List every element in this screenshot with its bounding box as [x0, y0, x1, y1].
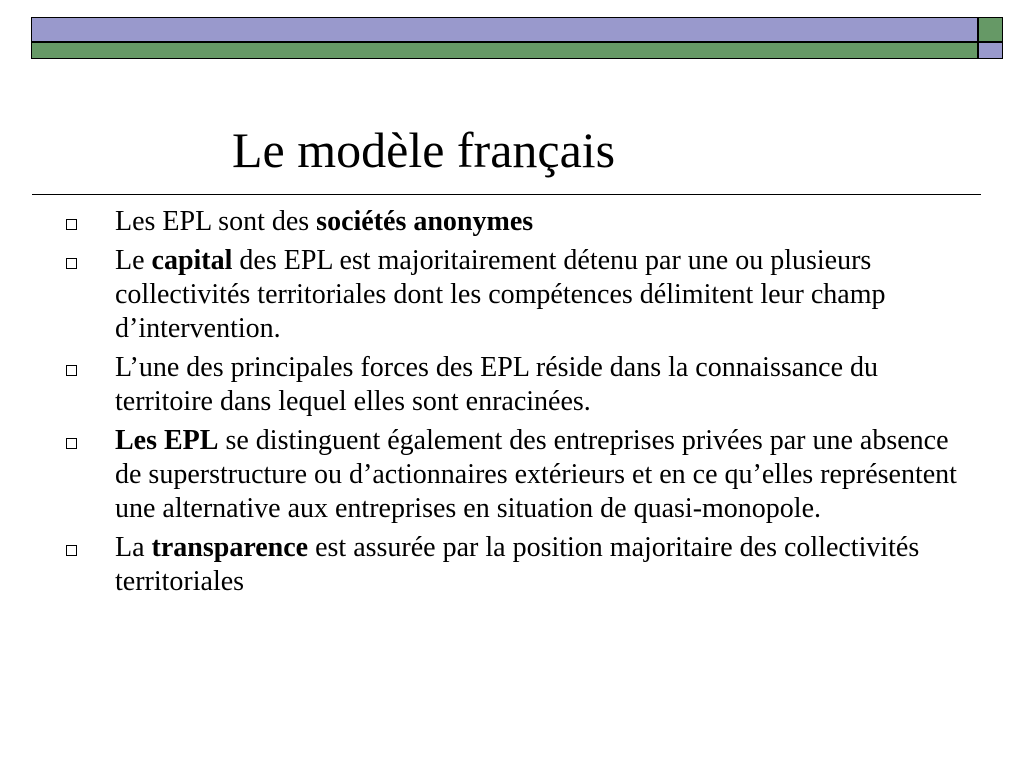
header-corner-green — [978, 17, 1003, 42]
bullet-text: est assurée par la position majoritaire des collectivités territoriales — [115, 532, 920, 597]
header-band-green — [31, 42, 978, 59]
header-band-lavender — [31, 17, 978, 42]
bullet-item — [62, 244, 967, 346]
bullet-text: Les EPL sont des — [115, 206, 317, 237]
bullet-emphasis: capital — [151, 245, 233, 276]
header-corner-lavender — [978, 42, 1003, 59]
bullet-emphasis: transparence — [151, 532, 309, 563]
bullet-list — [62, 205, 967, 604]
bullet-text: La — [115, 532, 152, 563]
slide-title: Le modèle français — [232, 122, 616, 178]
bullet-item — [62, 424, 967, 526]
bullet-text: Le — [115, 245, 152, 276]
hollow-square-bullet-icon — [66, 258, 77, 269]
bullet-emphasis: Les EPL — [115, 425, 219, 456]
bullet-text: des EPL est majoritairement détenu par une ou plusieurs collectivités territoriales dont les compétences délimitent leur champ d’intervention. — [115, 245, 886, 344]
bullet-text: se distinguent également des entreprises privées par une absence de superstructure ou d’actionnaires extérieurs et en ce qu’elles représentent une alternative aux entreprises en situation de quasi-monopole. — [115, 425, 957, 524]
hollow-square-bullet-icon — [66, 545, 77, 556]
hollow-square-bullet-icon — [66, 438, 77, 449]
bullet-emphasis: sociétés anonymes — [316, 206, 534, 237]
bullet-text: L’une des principales forces des EPL réside dans la connaissance du territoire dans lequel elles sont enracinées. — [115, 352, 879, 417]
bullet-item — [62, 531, 967, 599]
title-underline — [32, 194, 981, 195]
bullet-item — [62, 205, 967, 239]
hollow-square-bullet-icon — [66, 365, 77, 376]
bullet-item — [62, 351, 967, 419]
hollow-square-bullet-icon — [66, 219, 77, 230]
